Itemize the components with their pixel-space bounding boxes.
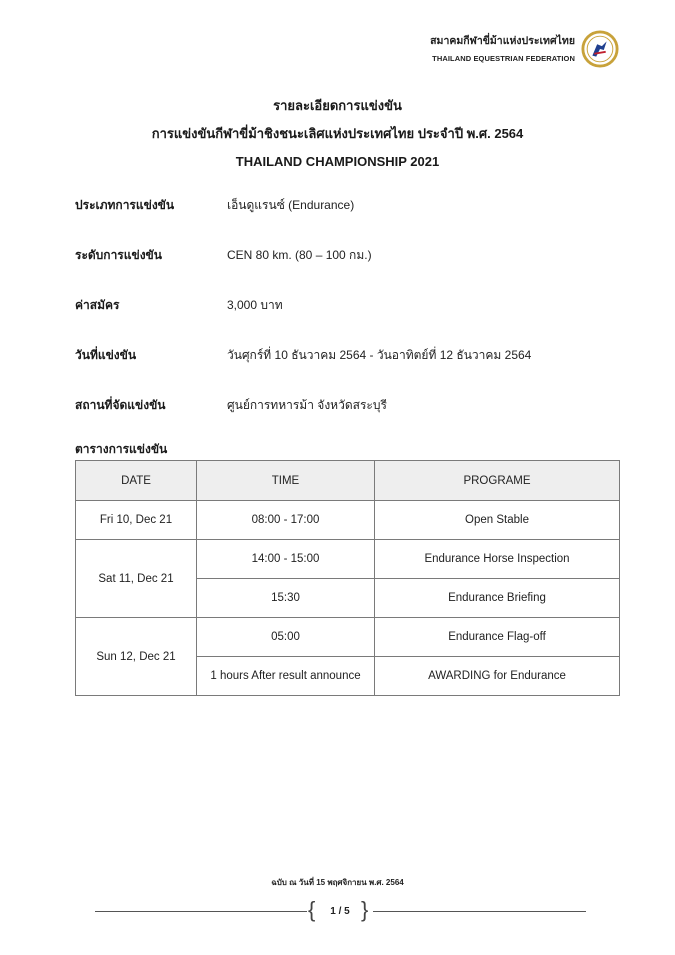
info-label: ประเภทการแข่งขัน — [75, 198, 175, 212]
org-name-th: สมาคมกีฬาขี่ม้าแห่งประเทศไทย — [430, 35, 575, 47]
column-header-date: DATE — [76, 461, 197, 501]
footer-rule-right — [373, 911, 586, 912]
title-line-1: รายละเอียดการแข่งขัน — [273, 98, 402, 113]
program-cell: Endurance Horse Inspection — [375, 540, 620, 579]
info-row-level — [75, 246, 615, 296]
info-value: 3,000 บาท — [227, 298, 283, 312]
info-value: CEN 80 km. (80 – 100 กม.) — [227, 248, 372, 262]
time-cell: 05:00 — [197, 618, 375, 657]
org-header — [430, 32, 575, 63]
page-number: 1 / 5 — [330, 906, 350, 917]
info-label: วันที่แข่งขัน — [75, 348, 137, 362]
left-brace-icon: { — [308, 897, 316, 922]
title-line-3: THAILAND CHAMPIONSHIP 2021 — [235, 154, 440, 169]
time-cell: 14:00 - 15:00 — [197, 540, 375, 579]
program-cell: Endurance Flag-off — [375, 618, 620, 657]
tef-logo-icon — [581, 30, 619, 68]
info-row-dates — [75, 346, 615, 396]
title-line-2: การแข่งขันกีฬาขี่ม้าชิงชนะเลิศแห่งประเทศไทย ประจำปี พ.ศ. 2564 — [151, 126, 524, 141]
info-label: สถานที่จัดแข่งขัน — [75, 398, 166, 412]
time-cell: 1 hours After result announce — [197, 657, 375, 696]
column-header-program: PROGRAME — [375, 461, 620, 501]
time-cell: 08:00 - 17:00 — [197, 501, 375, 540]
program-cell: AWARDING for Endurance — [375, 657, 620, 696]
program-cell: Endurance Briefing — [375, 579, 620, 618]
info-row-fee — [75, 296, 615, 346]
date-cell: Fri 10, Dec 21 — [76, 501, 197, 540]
info-label: ค่าสมัคร — [75, 298, 120, 312]
date-cell: Sun 12, Dec 21 — [76, 618, 197, 696]
column-header-time: TIME — [197, 461, 375, 501]
right-brace-icon: } — [361, 897, 369, 922]
info-label: ระดับการแข่งขัน — [75, 248, 162, 262]
date-cell: Sat 11, Dec 21 — [76, 540, 197, 618]
program-cell: Open Stable — [375, 501, 620, 540]
info-value: วันศุกร์ที่ 10 ธันวาคม 2564 - วันอาทิตย์ที่ 12 ธันวาคม 2564 — [227, 348, 532, 362]
table-row — [76, 501, 620, 540]
document-titles — [0, 92, 675, 176]
info-row-type — [75, 196, 615, 246]
table-row — [76, 618, 620, 657]
table-header-row — [76, 461, 620, 501]
org-name-en: THAILAND EQUESTRIAN FEDERATION — [432, 54, 575, 63]
info-value: ศูนย์การทหารม้า จังหวัดสระบุรี — [227, 398, 387, 412]
competition-info — [75, 196, 615, 446]
issued-date: ฉบับ ณ วันที่ 15 พฤศจิกายน พ.ศ. 2564 — [271, 878, 404, 887]
footer-rule-left — [95, 911, 307, 912]
info-value: เอ็นดูแรนซ์ (Endurance) — [227, 198, 355, 212]
schedule-table — [75, 460, 620, 696]
info-row-venue — [75, 396, 615, 446]
table-row — [76, 540, 620, 579]
schedule-label: ตารางการแข่งขัน — [75, 442, 168, 456]
time-cell: 15:30 — [197, 579, 375, 618]
